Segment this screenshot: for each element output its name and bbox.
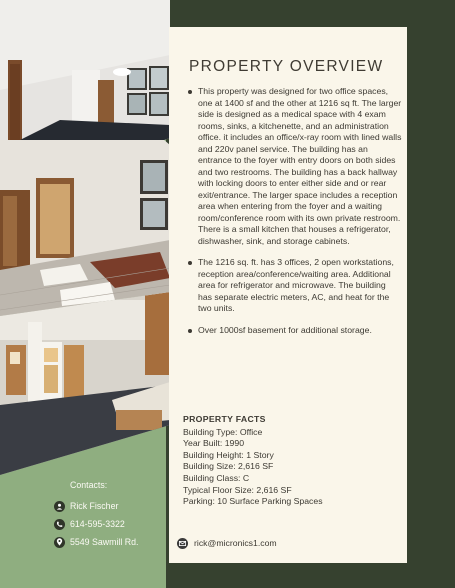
overview-bullet: The 1216 sq. ft. has 3 offices, 2 open workstations, reception area/conference/waiting area. Additional area for refrigerator and microwave. The building has separate electric meters, AC, and heat for the two units. bbox=[183, 257, 402, 315]
location-pin-icon bbox=[54, 537, 65, 548]
property-fact: Building Size: 2,616 SF bbox=[183, 461, 274, 472]
property-fact: Year Built: 1990 bbox=[183, 438, 245, 449]
overview-bullet: This property was designed for two office spaces, one at 1400 sf and the other at 1216 sq ft. The larger side is designed as a medical space with 4 exam rooms, sinks, a kitchenette, and an administration office. it includes an office/x-ray room with lined walls and 220v panel service. The building has an entrance to the foyer with entry doors on both sides and two restrooms. The building has a back hallway with locking doors to enter either side and or rear exit/entrance. The larger space includes a reception area when entering from the foyer and a waiting room/conference room with its own private restroom. There is a small kitchen that houses a refrigerator, dishwasher, sink, and storage cabinets. bbox=[183, 86, 402, 247]
property-fact: Parking: 10 Surface Parking Spaces bbox=[183, 496, 323, 507]
contact-address: 5549 Sawmill Rd. bbox=[70, 537, 139, 547]
email-address[interactable]: rick@micronics1.com bbox=[194, 538, 277, 548]
property-fact: Building Height: 1 Story bbox=[183, 449, 274, 460]
contact-phone[interactable]: 614-595-3322 bbox=[70, 519, 125, 529]
property-fact: Building Class: C bbox=[183, 472, 250, 483]
property-facts bbox=[183, 414, 402, 508]
email-icon bbox=[177, 538, 188, 549]
contacts-section bbox=[54, 480, 166, 554]
overview-bullet-list bbox=[183, 86, 402, 346]
property-facts-heading: PROPERTY FACTS bbox=[183, 414, 266, 424]
contact-address-row bbox=[54, 536, 166, 548]
contact-name-row bbox=[54, 500, 166, 512]
email-contact[interactable] bbox=[177, 536, 277, 550]
property-fact: Building Type: Office bbox=[183, 426, 263, 437]
contact-phone-row[interactable] bbox=[54, 518, 166, 530]
property-fact: Typical Floor Size: 2,616 SF bbox=[183, 484, 292, 495]
person-icon bbox=[54, 501, 65, 512]
overview-bullet: Over 1000sf basement for additional storage. bbox=[183, 325, 402, 337]
contact-name: Rick Fischer bbox=[70, 501, 119, 511]
photo-lobby-tile-floor bbox=[0, 140, 170, 320]
phone-icon bbox=[54, 519, 65, 530]
page-title: PROPERTY OVERVIEW bbox=[189, 58, 384, 75]
contacts-label: Contacts: bbox=[70, 480, 108, 490]
